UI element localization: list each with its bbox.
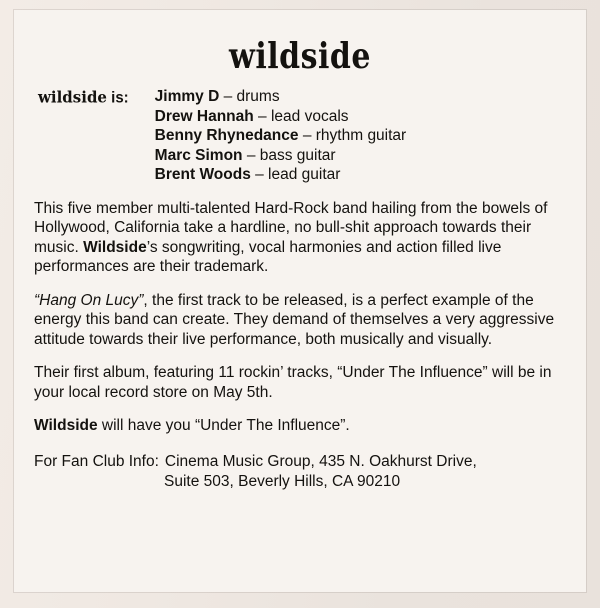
- member-name: Brent Woods: [154, 166, 251, 183]
- brand-name: Wildside: [83, 238, 147, 256]
- band-members-block: [38, 87, 566, 185]
- paragraph-band-description: [34, 199, 566, 277]
- paragraph-text: , the first track to be released, is a perfect example of the energy this band can create. They demand of themselves a very aggressive attitude towards their live performance, both musically and visually.: [34, 291, 555, 348]
- brand-name: Wildside: [34, 417, 98, 434]
- list-item: [155, 165, 407, 185]
- fan-club-address-line-1: Cinema Music Group, 435 N. Oakhurst Drive,: [164, 452, 477, 470]
- press-sheet-content: [34, 28, 566, 492]
- paragraph-text-cont: ’s songwriting, vocal harmonies and action filled live performances are their trademark.: [34, 238, 502, 275]
- member-name: Drew Hannah: [154, 107, 254, 125]
- band-logo-text: wildside: [229, 36, 371, 78]
- list-item: [155, 107, 407, 127]
- member-role: – rhythm guitar: [298, 127, 407, 144]
- list-item: [155, 87, 407, 107]
- fan-club-label: For Fan Club Info:: [34, 452, 159, 470]
- member-role: – bass guitar: [242, 146, 336, 164]
- band-members-label: [38, 87, 129, 107]
- band-name-inline: wildside: [38, 87, 107, 107]
- paragraph-text: will have you “Under The Influence”.: [97, 417, 350, 434]
- member-name: Jimmy D: [154, 88, 220, 105]
- member-name: Marc Simon: [154, 146, 243, 164]
- list-item: [155, 146, 407, 166]
- paragraph-tagline: [34, 416, 566, 436]
- press-sheet: [14, 10, 586, 592]
- paragraph-text: Their first album, featuring 11 rockin’ tracks, “Under The Influence” will be in your local record store on May 5th.: [34, 364, 552, 401]
- member-role: – lead vocals: [253, 107, 349, 125]
- member-name: Benny Rhynedance: [154, 127, 299, 144]
- fan-club-address-line-2: Suite 503, Beverly Hills, CA 90210: [164, 472, 401, 490]
- band-logo-title: [34, 36, 566, 77]
- band-members-is: is:: [106, 88, 129, 107]
- paragraph-album-release: [34, 363, 566, 402]
- member-role: – drums: [219, 88, 280, 105]
- song-title: “Hang On Lucy”: [34, 291, 144, 309]
- list-item: [155, 126, 407, 146]
- band-members-list: [155, 87, 407, 185]
- paragraph-text: This five member multi-talented Hard-Rock band hailing from the bowels of Hollywood, California take a hardline, no bull-shit approach towards their music.: [34, 199, 548, 256]
- member-role: – lead guitar: [250, 166, 341, 183]
- paragraph-single-description: [34, 291, 566, 350]
- fan-club-info: [34, 452, 566, 492]
